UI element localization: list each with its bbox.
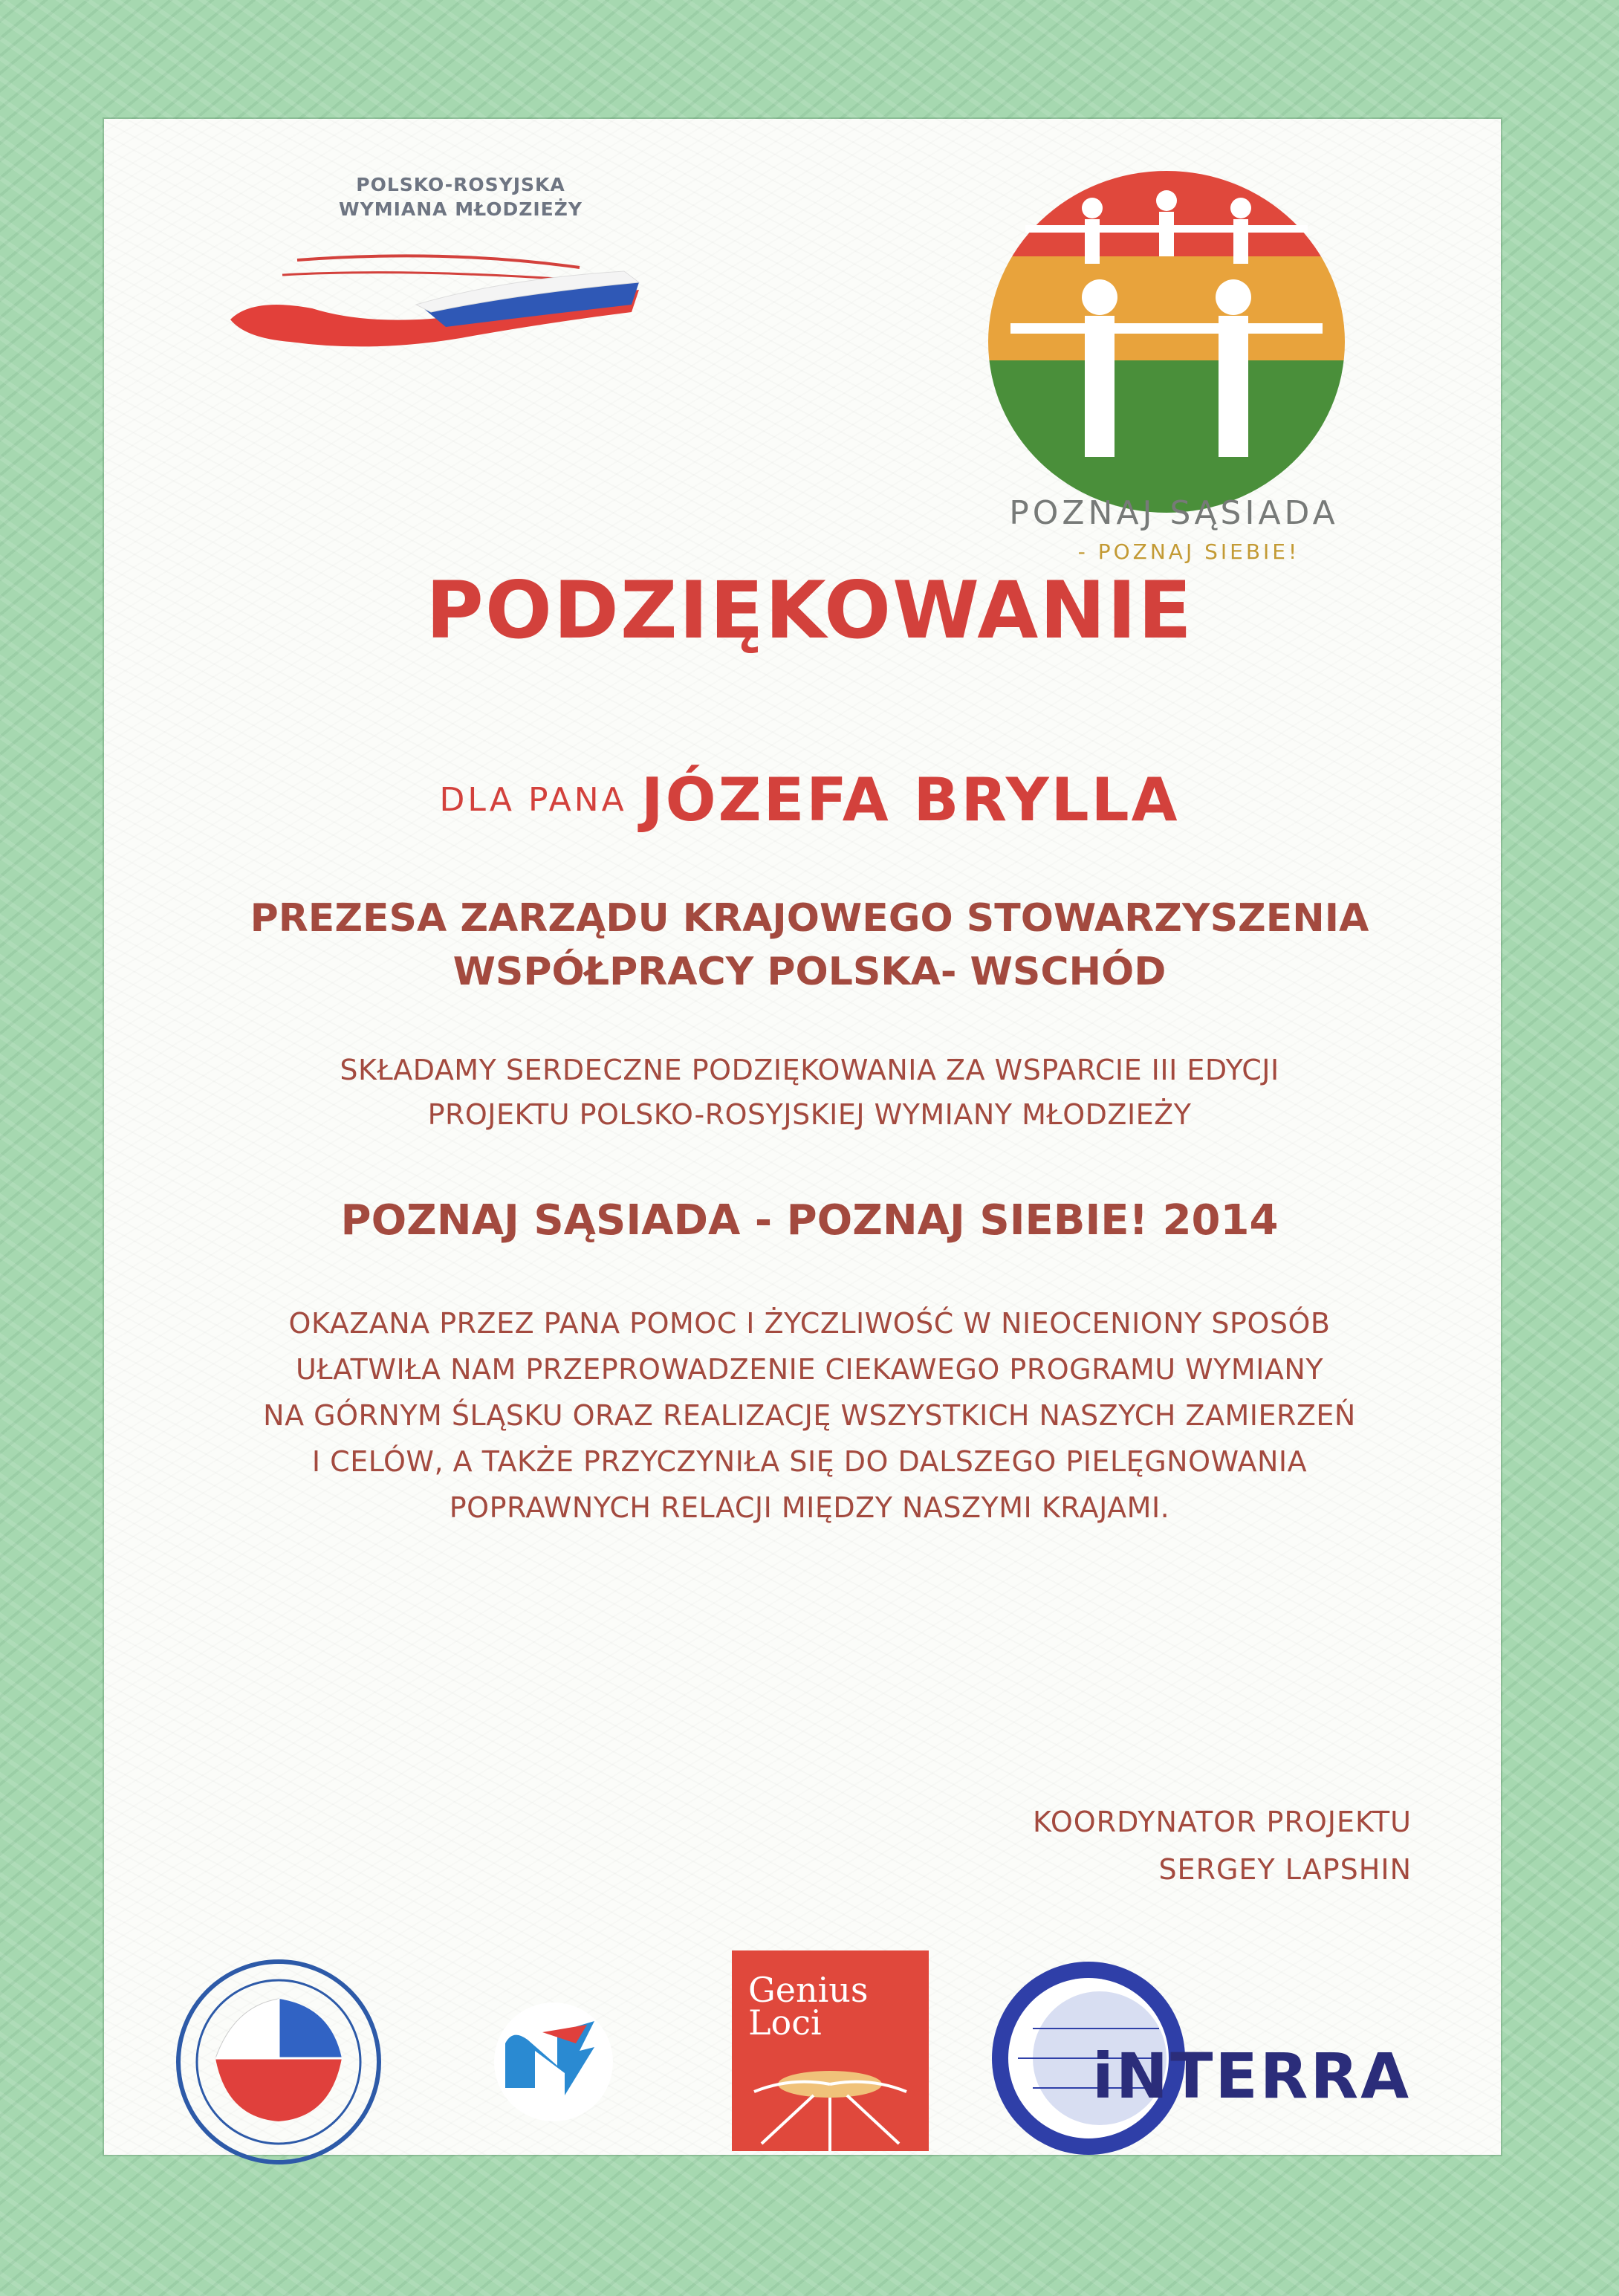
body-line1: OKAZANA PRZEZ PANA POMOC I ŻYCZLIWOŚĆ W NIEOCENIONY SPOSÓB [288, 1307, 1331, 1340]
dla-pana-label: DLA PANA [439, 781, 627, 819]
body-paragraph [0, 1300, 1619, 1531]
exchange-logo-text [297, 172, 624, 221]
genius-word: Genius [748, 1970, 869, 2010]
coordinator-role: KOORDYNATOR PROJEKTU [1033, 1806, 1412, 1838]
sasiada-logo-subtitle: - POZNAJ SIEBIE! [1077, 539, 1300, 564]
stowarzyszenie-logo [446, 1954, 661, 2170]
sasiada-logo-title: POZNAJ SĄSIADA [1009, 494, 1339, 532]
recipient-name: JÓZEFA BRYLLA [640, 765, 1180, 834]
position-line2: WSPÓŁPRACY POLSKA- WSCHÓD [452, 950, 1167, 994]
interra-wordmark: iNTERRA [1092, 2040, 1412, 2112]
body-line5: POPRAWNYCH RELACJI MIĘDZY NASZYMI KRAJAMI. [449, 1491, 1170, 1524]
recipient-line [0, 765, 1619, 834]
genius-loci-logo [732, 1950, 929, 2151]
thanks-line1: SKŁADAMY SERDECZNE PODZIĘKOWANIA ZA WSPARCIE III EDYCJI [340, 1054, 1279, 1086]
exchange-logo-line1: POLSKO-ROSYJSKA [356, 174, 565, 195]
centrum-dialogu-logo [167, 1954, 390, 2170]
coordinator-signature [892, 1798, 1412, 1893]
flag-ribbon-logo [223, 253, 669, 357]
position-line1: PREZESA ZARZĄDU KRAJOWEGO STOWARZYSZENIA [250, 896, 1369, 941]
genius-loci-emblem [732, 2047, 929, 2151]
poznaj-sasiada-logo [981, 167, 1352, 516]
recipient-position [0, 892, 1619, 999]
exchange-logo-line2: WYMIANA MŁODZIEŻY [339, 198, 583, 220]
project-name: POZNAJ SĄSIADA - POZNAJ SIEBIE! 2014 [340, 1196, 1279, 1245]
certificate-title: PODZIĘKOWANIE [426, 565, 1193, 656]
body-line4: I CELÓW, A TAKŻE PRZYCZYNIŁA SIĘ DO DALSZEGO PIELĘGNOWANIA [311, 1445, 1308, 1478]
coordinator-name: SERGEY LAPSHIN [1158, 1853, 1412, 1886]
body-line3: NA GÓRNYM ŚLĄSKU ORAZ REALIZACJĘ WSZYSTKICH NASZYCH ZAMIERZEŃ [263, 1399, 1356, 1432]
thanks-paragraph [0, 1048, 1619, 1137]
thanks-line2: PROJEKTU POLSKO-ROSYJSKIEJ WYMIANY MŁODZIEŻY [427, 1098, 1192, 1131]
body-line2: UŁATWIŁA NAM PRZEPROWADZENIE CIEKAWEGO PROGRAMU WYMIANY [295, 1353, 1324, 1386]
loci-word: Loci [748, 2002, 822, 2043]
